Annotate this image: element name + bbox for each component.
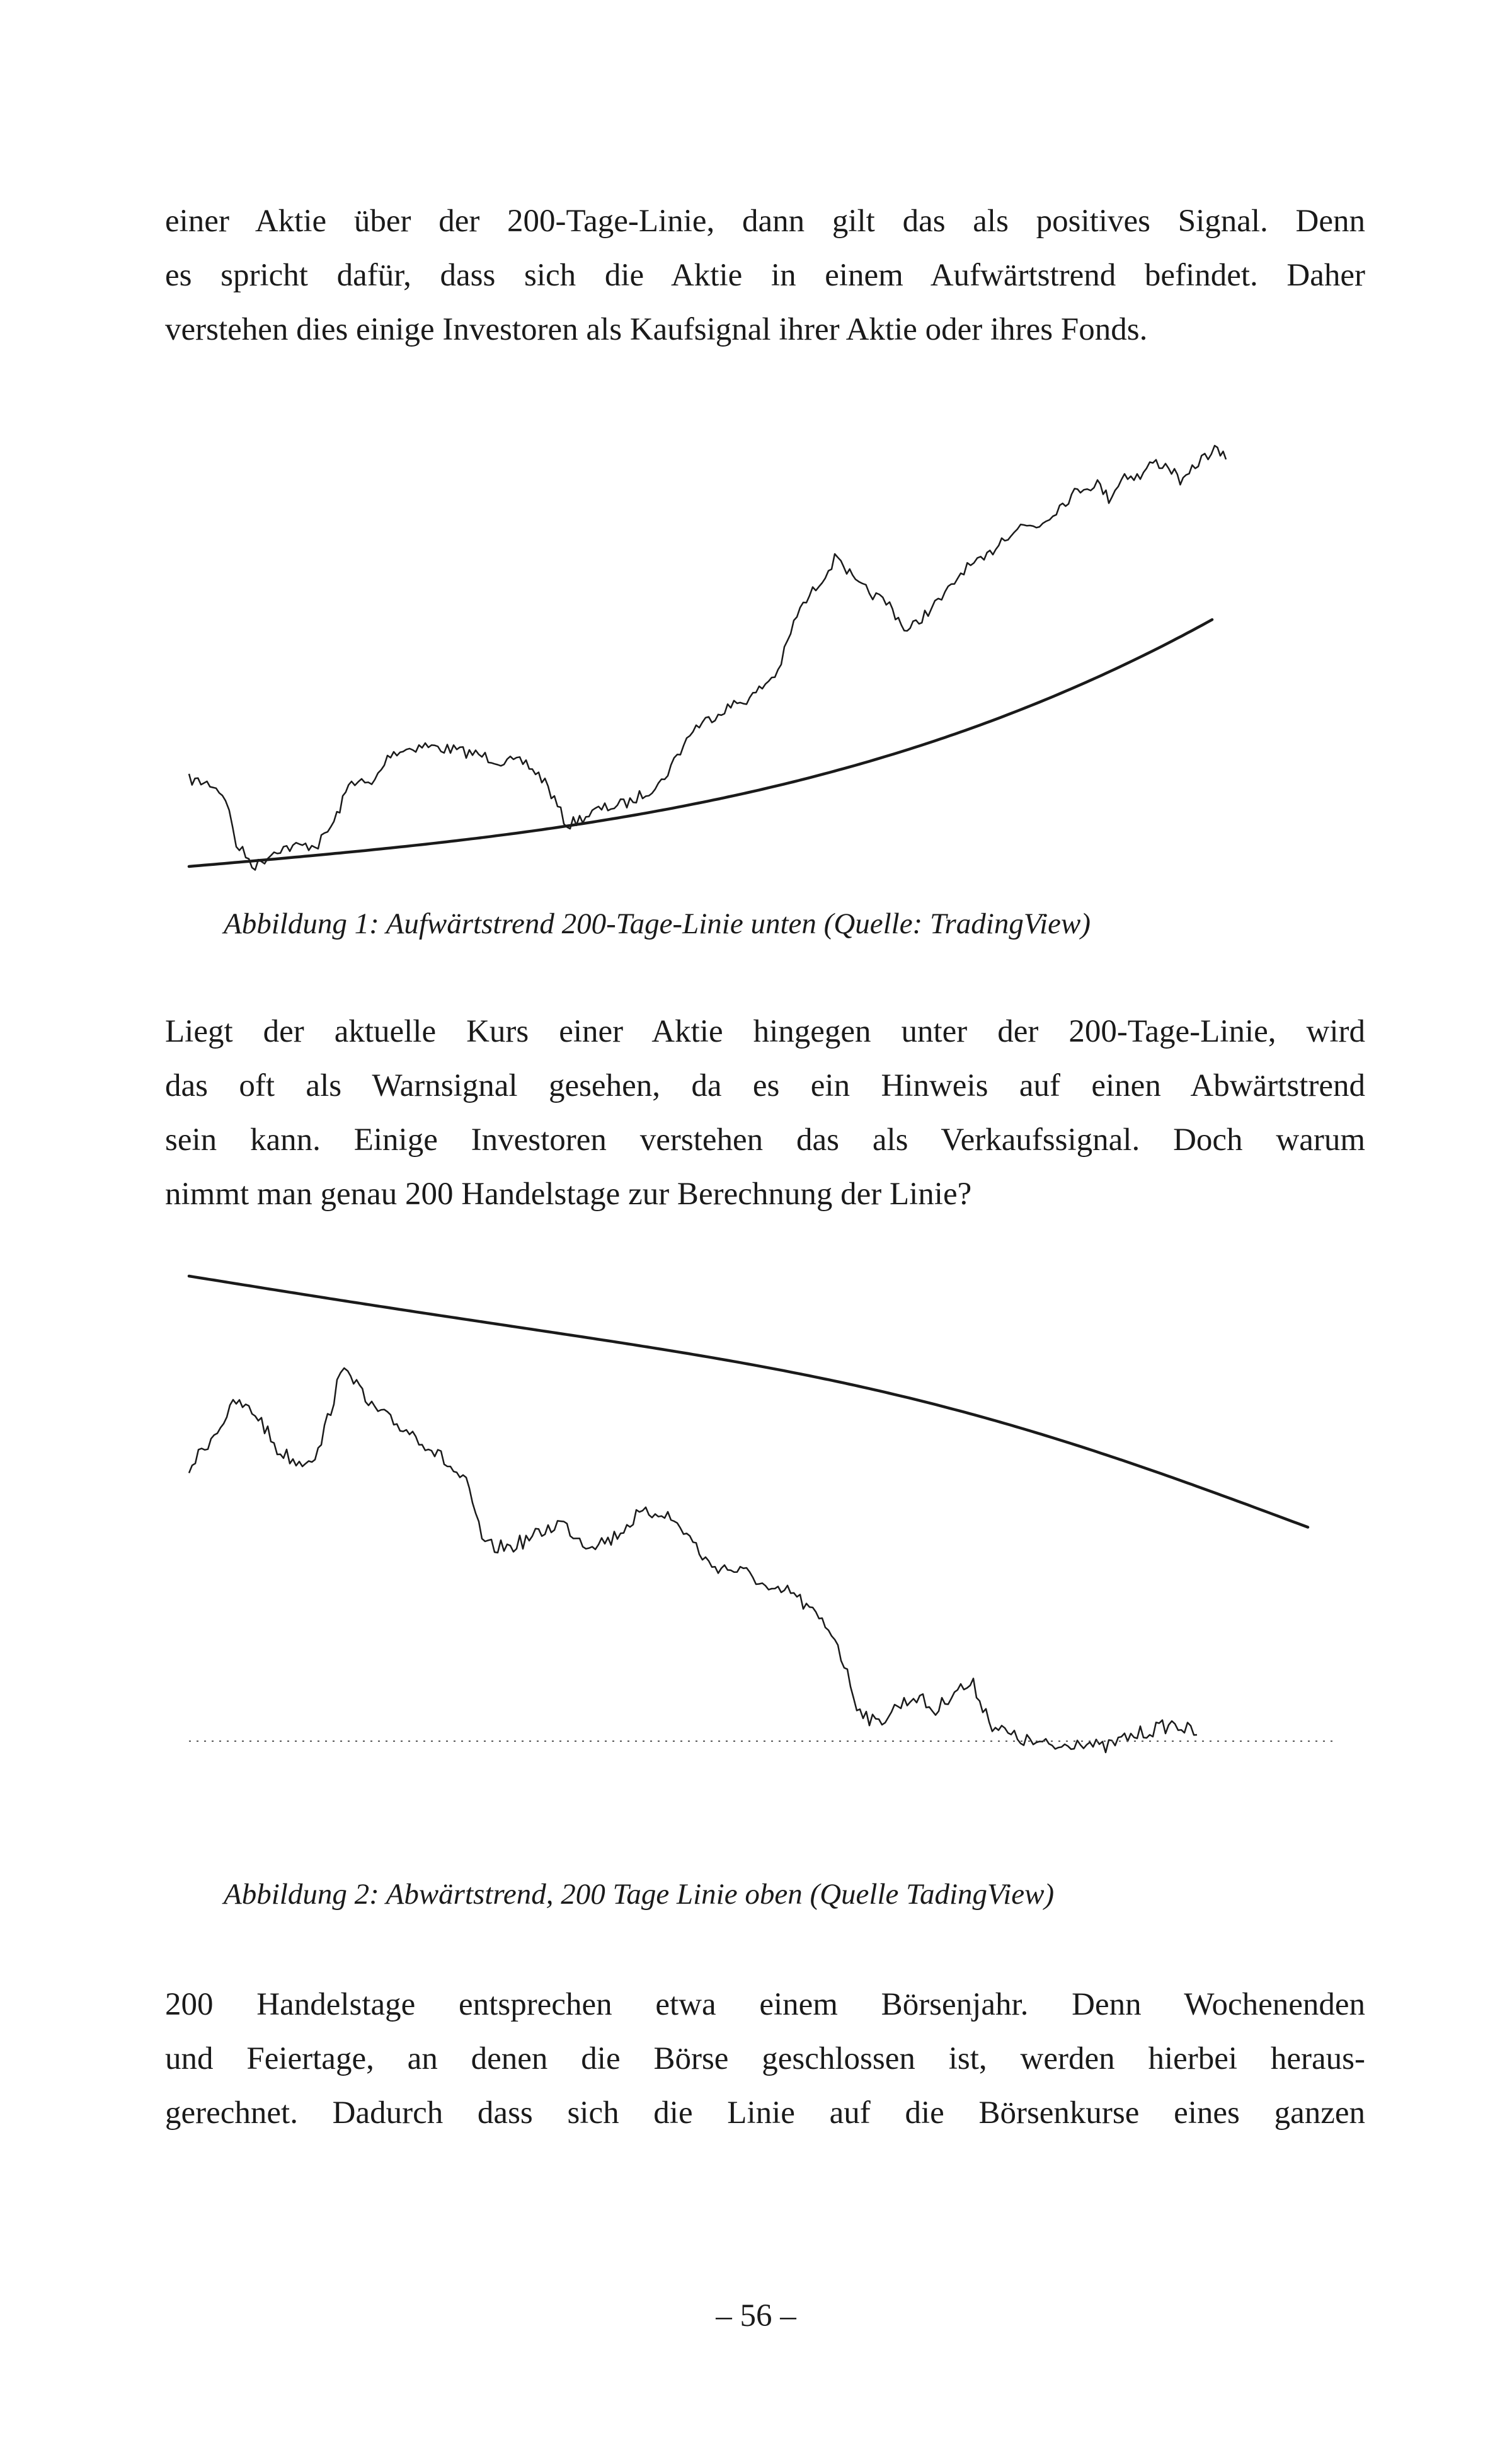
text-line: sein kann. Einige Investoren verstehen das als Verkaufssignal. Doch warum — [165, 1122, 1365, 1158]
paragraph-2 — [165, 1004, 1365, 1221]
paragraph-3 — [165, 1977, 1365, 2140]
figure-uptrend-chart — [183, 381, 1354, 885]
page-number: – 56 – — [716, 2298, 796, 2334]
text-line: gerechnet. Dadurch dass sich die Linie auf die Börsenkurse eines ganzen — [165, 2095, 1365, 2131]
figure-downtrend-chart — [183, 1251, 1354, 1818]
paragraph-1 — [165, 194, 1365, 357]
price-line — [189, 446, 1226, 870]
text-line: verstehen dies einige Investoren als Kaufsignal ihrer Aktie oder ihres Fonds. — [165, 312, 1148, 347]
figure-2-caption: Abbildung 2: Abwärtstrend, 200 Tage Linie oben (Quelle TadingView) — [224, 1878, 1055, 1911]
text-line: Liegt der aktuelle Kurs einer Aktie hingegen unter der 200-Tage-Linie, wird — [165, 1014, 1365, 1049]
moving-average-line — [189, 619, 1212, 866]
figure-1-caption: Abbildung 1: Aufwärtstrend 200-Tage-Linie unten (Quelle: TradingView) — [224, 907, 1091, 940]
text-line: 200 Handelstage entsprechen etwa einem Börsenjahr. Denn Wochenenden — [165, 1987, 1365, 2022]
moving-average-line — [189, 1276, 1308, 1528]
text-line: das oft als Warnsignal gesehen, da es ein Hinweis auf einen Abwärtstrend — [165, 1068, 1365, 1103]
downtrend-chart-svg — [183, 1251, 1354, 1818]
text-line: nimmt man genau 200 Handelstage zur Berechnung der Linie? — [165, 1177, 972, 1212]
text-line: einer Aktie über der 200-Tage-Linie, dann gilt das als positives Signal. Denn — [165, 204, 1365, 239]
price-line — [189, 1368, 1197, 1752]
uptrend-chart-svg — [183, 381, 1354, 885]
text-line: es spricht dafür, dass sich die Aktie in einem Aufwärtstrend befindet. Daher — [165, 258, 1365, 293]
text-line: und Feiertage, an denen die Börse geschlossen ist, werden hierbei heraus- — [165, 2041, 1365, 2076]
